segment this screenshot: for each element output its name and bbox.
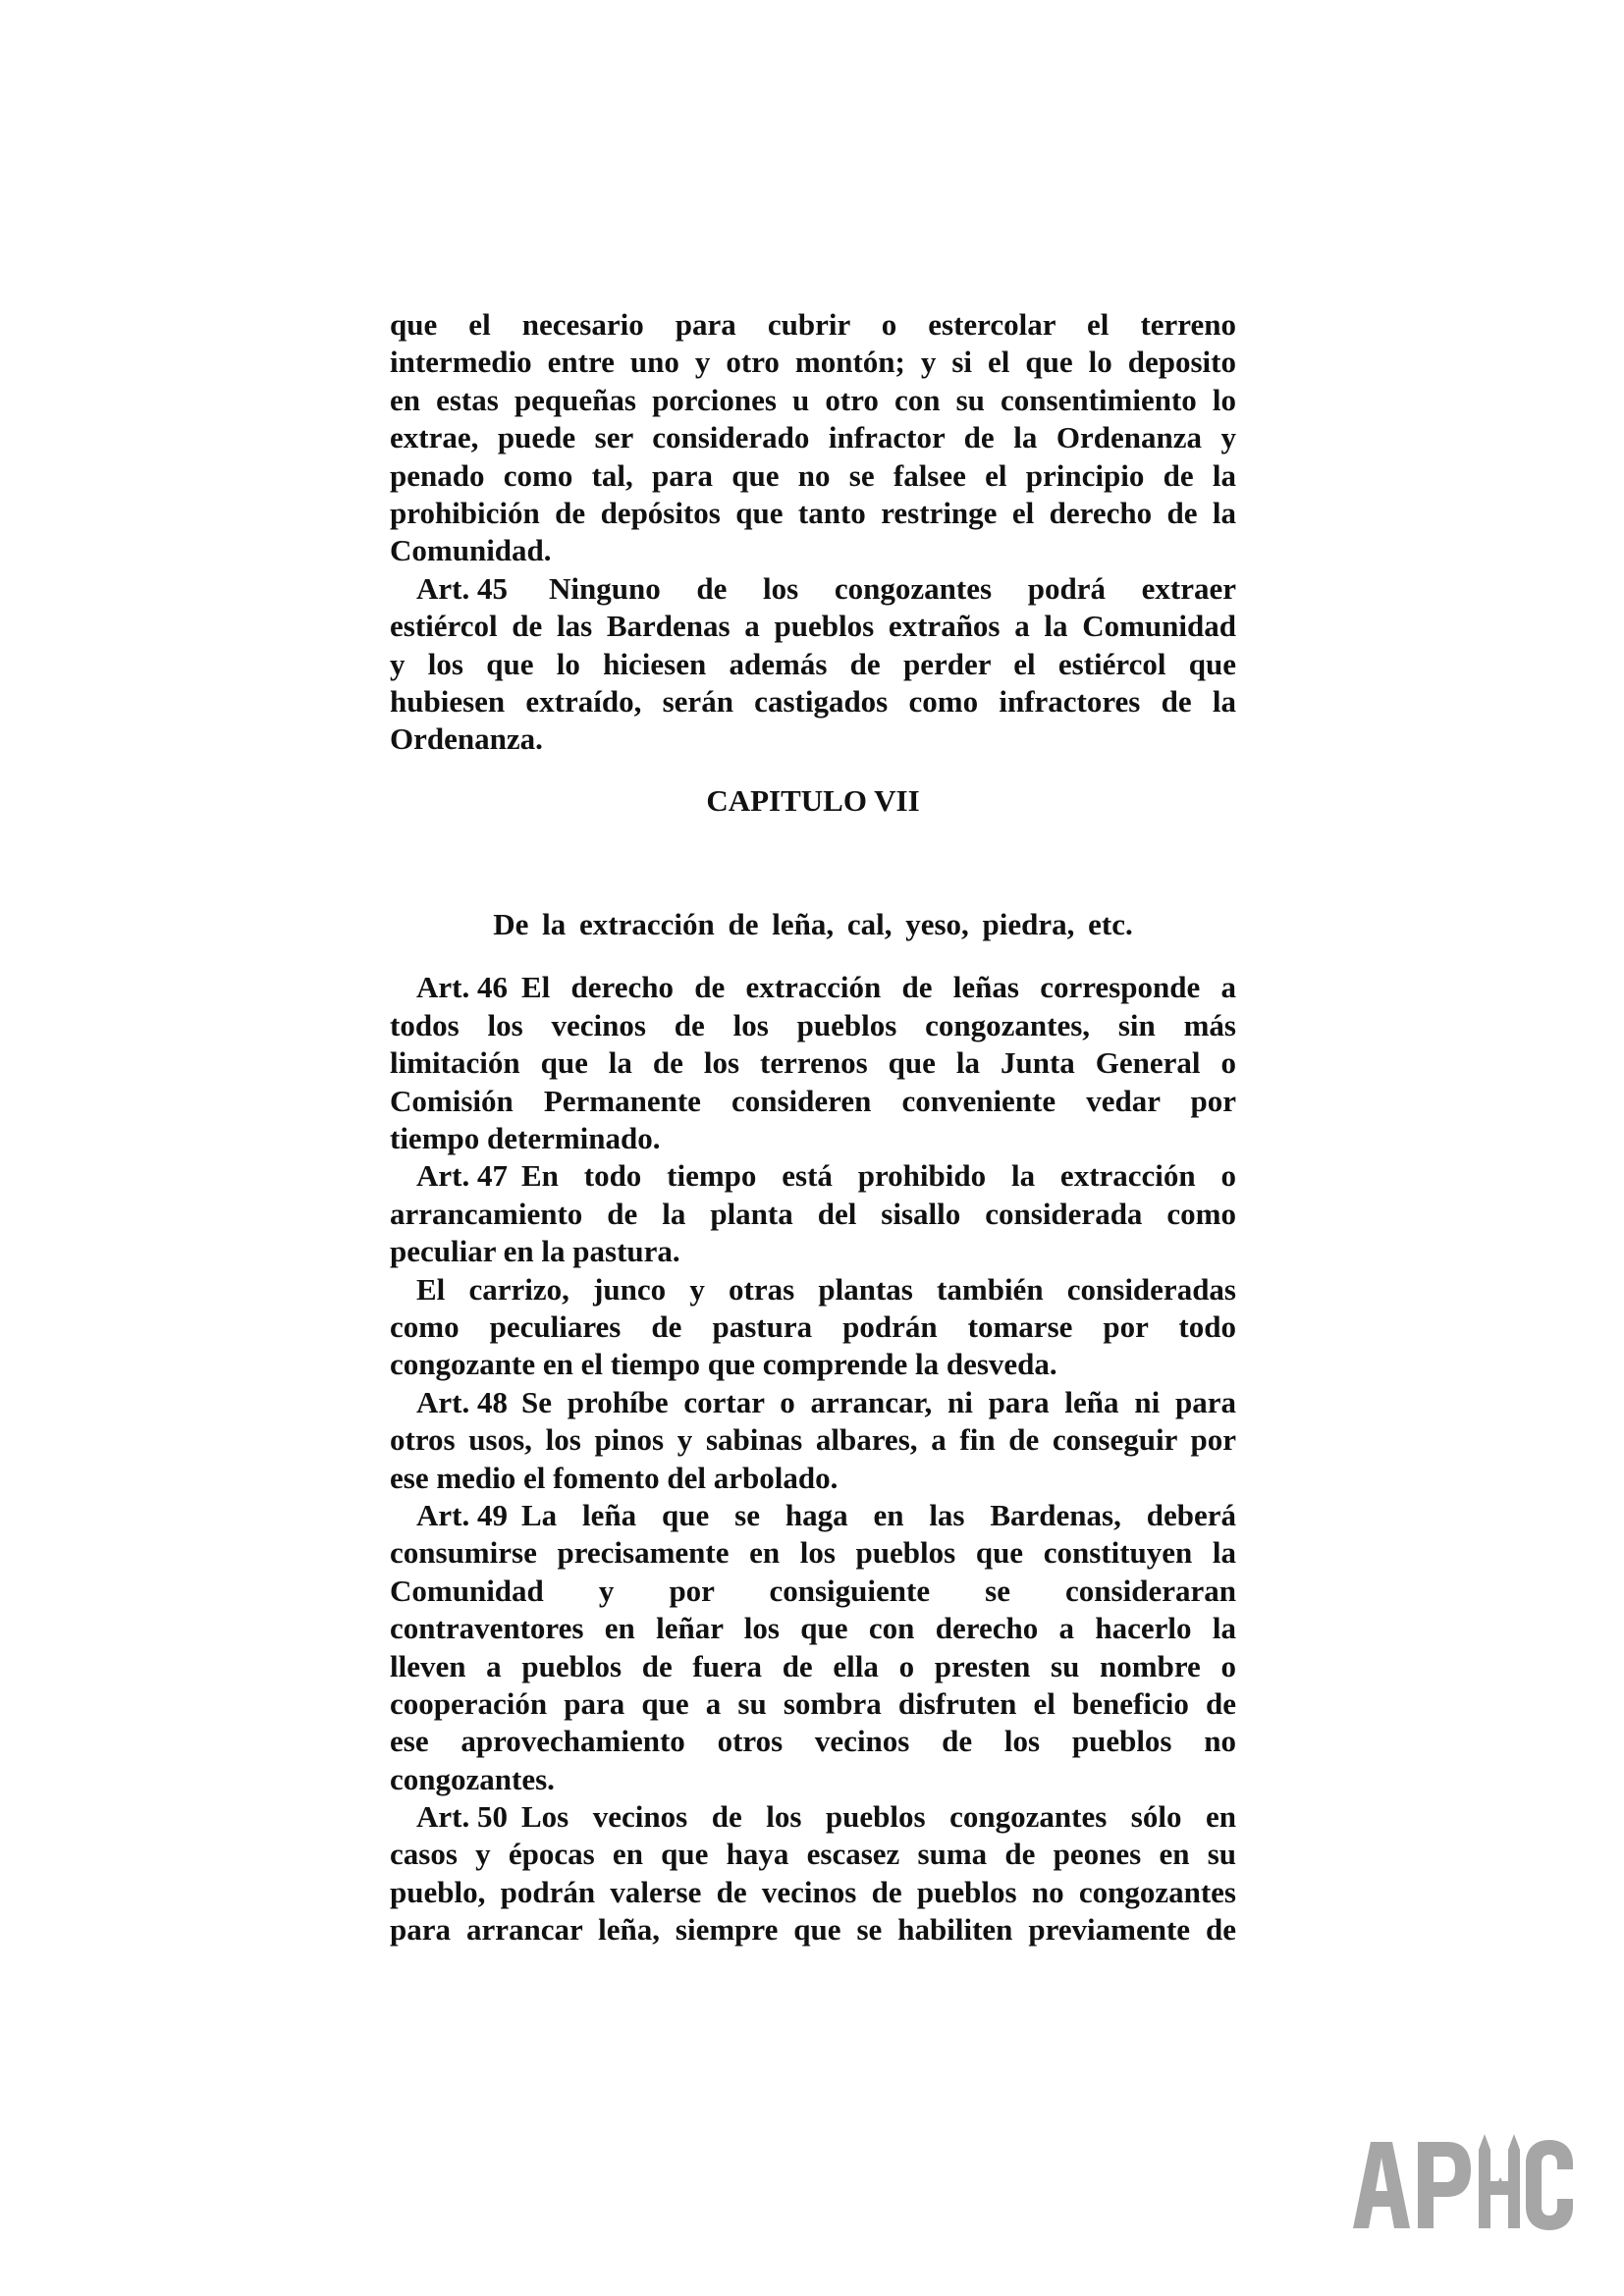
text-line: para arrancar leña, siempre que se habiliten previamente de: [390, 1912, 1236, 1948]
article-number: Art. 47: [416, 1158, 508, 1194]
text-line: y los que lo hiciesen además de perder el estiércol que: [390, 646, 1236, 681]
text-line: como peculiares de pastura podrán tomarse por todo: [390, 1308, 1236, 1344]
text-line: intermedio entre uno y otro montón; y si el que lo deposito: [390, 345, 1236, 380]
aphc-logo: [1345, 2130, 1581, 2238]
article-50: [390, 1798, 1236, 1949]
text-line: limitación que la de los terrenos que la Junta General o: [390, 1045, 1236, 1081]
text-line: Comunidad.: [390, 533, 552, 568]
article-number: Art. 45: [416, 570, 508, 606]
document-page: [390, 306, 1236, 1949]
text-line: ese aprovechamiento otros vecinos de los pueblos no: [390, 1724, 1236, 1759]
article-first-line: [390, 1497, 1236, 1534]
article-45: [390, 570, 1236, 759]
text-line: Ordenanza.: [390, 721, 543, 757]
continuation-paragraph: [390, 306, 1236, 570]
text-line: cooperación para que a su sombra disfruten el beneficio de: [390, 1685, 1236, 1721]
text-segment: Los vecinos de los pueblos congozantes sólo en: [520, 1799, 1236, 1835]
chapter-title: CAPITULO VII: [706, 782, 920, 818]
text-line: prohibición de depósitos que tanto restringe el derecho de la: [390, 495, 1236, 530]
article-first-line: [390, 570, 1236, 608]
text-line: extrae, puede ser considerado infractor de la Ordenanza y: [390, 420, 1236, 455]
text-segment: Ninguno de los congozantes podrá extraer: [548, 570, 1236, 606]
text-line: contraventores en leñar los que con derecho a hacerlo la: [390, 1611, 1236, 1646]
text-line: arrancamiento de la planta del sisallo considerada como: [390, 1196, 1236, 1231]
text-line: que el necesario para cubrir o estercolar el terreno: [390, 307, 1236, 342]
text-segment: La leña que se haga en las Bardenas, deberá: [520, 1497, 1236, 1532]
text-line: casos y épocas en que haya escasez suma de peones en su: [390, 1837, 1236, 1872]
text-line: otros usos, los pinos y sabinas albares, a fin de conseguir por: [390, 1422, 1236, 1458]
article-number: Art. 48: [416, 1384, 508, 1419]
article-48: [390, 1384, 1236, 1497]
text-line: ese medio el fomento del arbolado.: [390, 1460, 839, 1495]
article-first-line: [390, 1798, 1236, 1836]
text-line: tiempo determinado.: [390, 1121, 661, 1156]
text-line: estiércol de las Bardenas a pueblos extraños a la Comunidad: [390, 609, 1236, 644]
article-first-line: [390, 1157, 1236, 1195]
article-number: Art. 46: [416, 970, 508, 1005]
text-line: en estas pequeñas porciones u otro con su consentimiento lo: [390, 382, 1236, 417]
text-line: El carrizo, junco y otras plantas también consideradas: [416, 1271, 1236, 1307]
article-number: Art. 50: [416, 1799, 508, 1835]
text-line: Comisión Permanente consideren conveniente vedar por: [390, 1083, 1236, 1118]
article-47: [390, 1157, 1236, 1383]
text-segment: El derecho de extracción de leñas corresponde a: [520, 970, 1236, 1005]
article-49: [390, 1497, 1236, 1798]
text-line: lleven a pueblos de fuera de ella o presten su nombre o: [390, 1648, 1236, 1683]
text-line: pueblo, podrán valerse de vecinos de pueblos no congozantes: [390, 1874, 1236, 1909]
text-line: peculiar en la pastura.: [390, 1234, 680, 1269]
text-line: consumirse precisamente en los pueblos que constituyen la: [390, 1535, 1236, 1571]
text-line: Comunidad y por consiguiente se consideraran: [390, 1573, 1236, 1608]
text-segment: Se prohíbe cortar o arrancar, ni para leña ni para: [520, 1384, 1236, 1419]
article-46: [390, 969, 1236, 1157]
article-first-line: [390, 969, 1236, 1006]
text-line: penado como tal, para que no se falsee el principio de la: [390, 457, 1236, 493]
chapter-subtitle: De la extracción de leña, cal, yeso, piedra, etc.: [493, 907, 1133, 942]
article-number: Art. 49: [416, 1497, 508, 1532]
text-line: todos los vecinos de los pueblos congozantes, sin más: [390, 1007, 1236, 1042]
text-segment: En todo tiempo está prohibido la extracción o: [520, 1158, 1236, 1194]
text-line: hubiesen extraído, serán castigados como infractores de la: [390, 683, 1236, 719]
text-line: congozantes.: [390, 1761, 555, 1796]
article-first-line: [390, 1384, 1236, 1421]
text-line: congozante en el tiempo que comprende la desveda.: [390, 1347, 1057, 1382]
